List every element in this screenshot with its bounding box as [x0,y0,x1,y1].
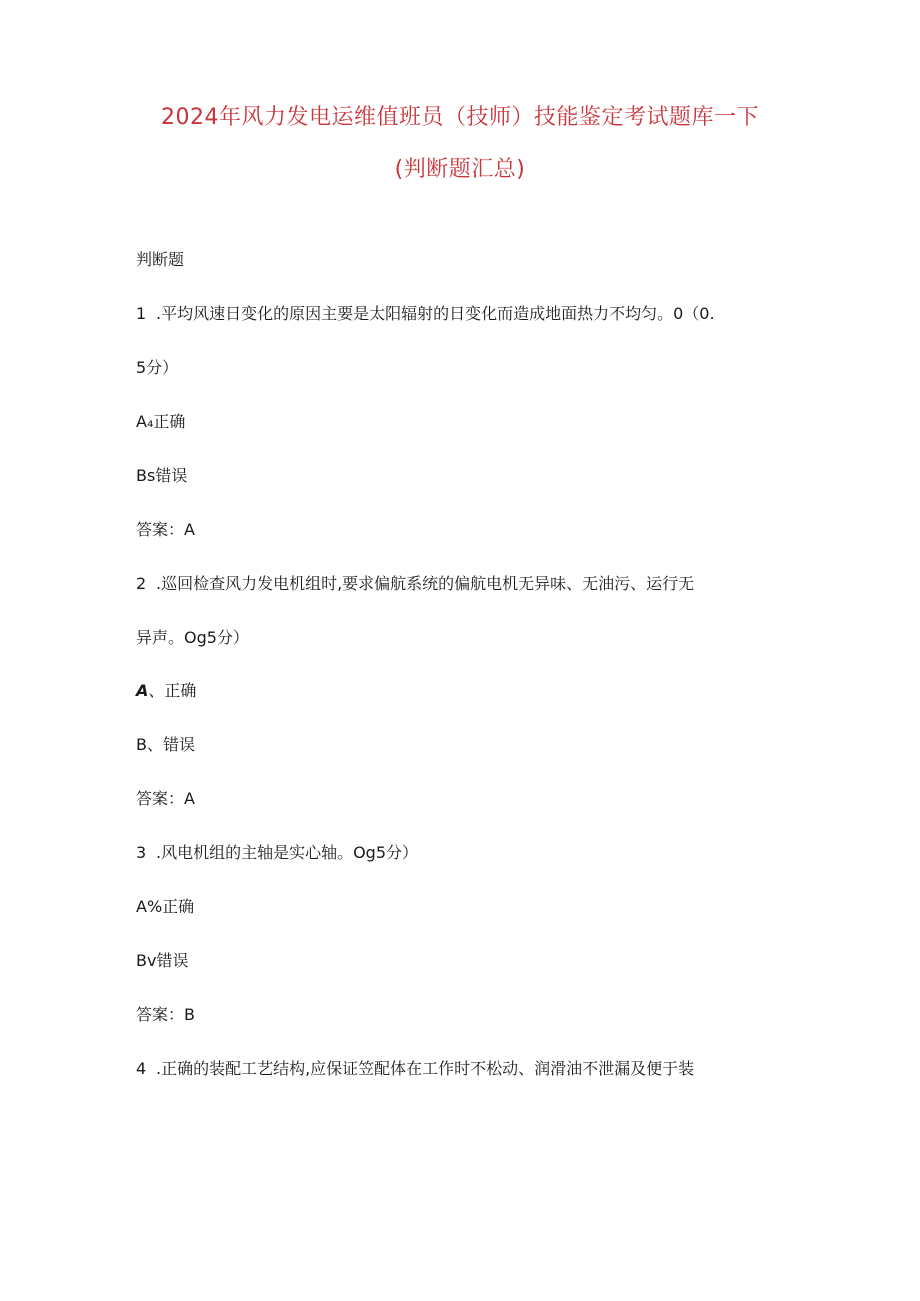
question-3-option-b: Bv错误 [136,951,189,970]
question-2-option-a [136,681,196,701]
question-number: 4 [136,1059,147,1078]
question-2-continued: 异声。Og5分） [136,628,249,647]
question-4 [136,1059,694,1079]
option-text: 、正确 [148,681,197,700]
section-heading: 判断题 [136,250,185,269]
question-3 [136,843,418,863]
question-3-answer: 答案：B [136,1005,195,1024]
question-number: 1 [136,304,147,323]
question-1 [136,304,715,324]
question-number: 2 [136,574,147,593]
question-text: .巡回检查风力发电机组时,要求偏航系统的偏航电机无异味、无油污、运行无 [156,574,695,593]
question-2-answer: 答案：A [136,789,195,808]
question-2-option-b: B、错误 [136,735,195,754]
question-1-continued: 5分） [136,358,179,377]
question-1-answer: 答案：A [136,520,195,539]
question-text: .风电机组的主轴是实心轴。Og5分） [156,843,419,862]
option-letter: A [136,681,149,700]
question-text: .平均风速日变化的原因主要是太阳辐射的日变化而造成地面热力不均匀。0（0. [156,304,715,323]
document-title-line2: (判断题汇总) [394,157,526,182]
question-3-option-a: A%正确 [136,897,195,916]
question-1-option-a: A₄正确 [136,412,186,431]
document-title-line1: 2024年风力发电运维值班员（技师）技能鉴定考试题库一下 [161,105,759,130]
question-1-option-b: Bs错误 [136,466,188,485]
question-text: .正确的装配工艺结构,应保证笠配体在工作时不松动、润滑油不泄漏及便于装 [156,1059,695,1078]
question-number: 3 [136,843,147,862]
question-2 [136,574,694,594]
